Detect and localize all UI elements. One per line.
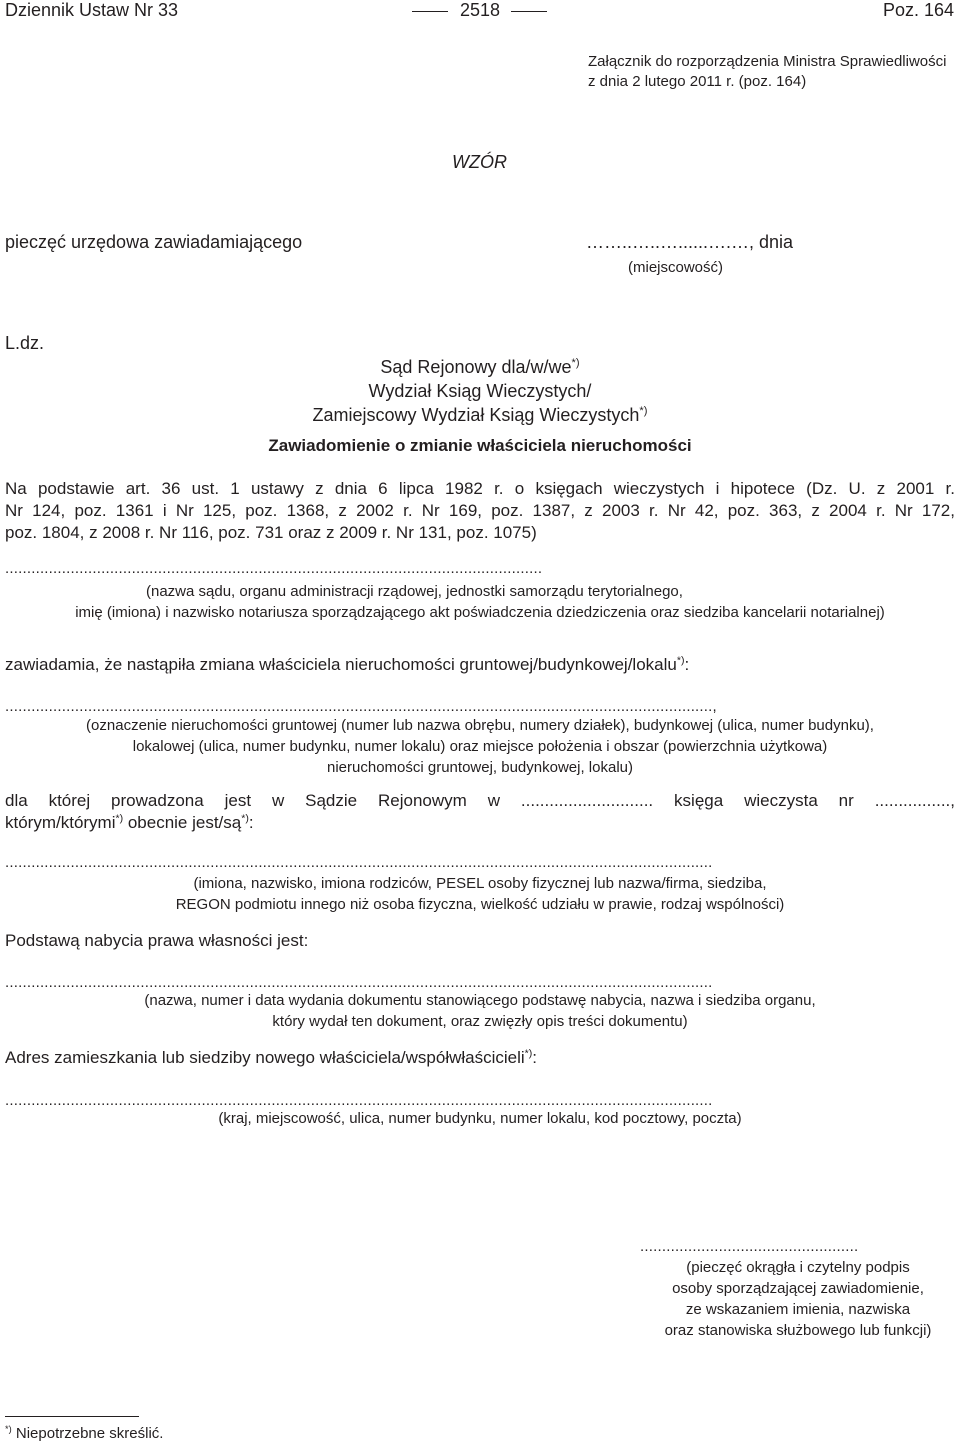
footnote: [5, 1425, 163, 1442]
colon: :: [532, 1048, 538, 1067]
notification-statement: [5, 655, 689, 675]
caption-line: lokalowej (ulica, numer budynku, numer lokalu) oraz miejsce położenia i obszar (powierzchnia użytkowa): [132, 738, 828, 755]
legal-basis: [5, 478, 955, 544]
template-label: WZÓR: [452, 152, 507, 172]
register-line: dla której prowadzona jest w Sądzie Rejonowym w ............................ księga wieczysta nr ................,: [5, 791, 955, 810]
place-date-line: [586, 232, 793, 253]
address-heading-text: Adres zamieszkania lub siedziby nowego właściciela/współwłaścicieli: [5, 1048, 525, 1067]
footnote-rule: [5, 1416, 139, 1417]
owner-dots: ..................................................................................................................................................................: [5, 857, 713, 869]
basis-heading: Podstawą nabycia prawa własności jest:: [5, 931, 309, 950]
court-line: [0, 355, 960, 379]
court-block: [0, 355, 960, 427]
authority-caption: [5, 581, 955, 623]
footnote-marker: *): [524, 1047, 533, 1060]
address-dots: ..................................................................................................................................................................: [5, 1095, 713, 1107]
caption-line: REGON podmiotu innego niż osoba fizyczna, wielkość udziału w prawie, rodzaj wspólności): [175, 896, 785, 913]
signature-caption-line: osoby sporządzającej zawiadomienie,: [672, 1280, 924, 1297]
footnote-text: Niepotrzebne skreślić.: [15, 1425, 164, 1442]
caption-line: (nazwa, numer i data wydania dokumentu stanowiącego podstawę nabycia, nazwa i siedziba organu,: [144, 992, 816, 1009]
notice-title: Zawiadomienie o zmianie właściciela nieruchomości: [268, 436, 692, 455]
basis-dots: ..................................................................................................................................................................: [5, 977, 713, 989]
stamp-label: pieczęć urzędowa zawiadamiającego: [5, 232, 303, 252]
footnote-marker: *): [639, 405, 648, 417]
register-info: [5, 790, 955, 834]
register-line: [5, 812, 955, 834]
colon: :: [684, 655, 690, 674]
address-heading: [5, 1048, 537, 1068]
property-dots: ..................................................................................................................................................................,: [5, 701, 717, 713]
annex-line: z dnia 2 lutego 2011 r. (poz. 164): [588, 73, 807, 90]
signature-caption-line: ze wskazaniem imienia, nazwiska: [685, 1301, 911, 1318]
annex-note: [588, 52, 946, 92]
court-line: [0, 403, 960, 427]
place-dots: ……..…..…......….…: [586, 232, 750, 252]
header-dash-right: [511, 11, 547, 12]
legal-basis-line: Na podstawie art. 36 ust. 1 ustawy z dnia 6 lipca 1982 r. o księgach wieczystych i hipotece (Dz. U. z 2001 r.: [5, 479, 955, 498]
basis-caption: [0, 990, 960, 1032]
footnote-marker: *): [676, 654, 685, 667]
colon: :: [248, 813, 254, 832]
caption-line: (nazwa sądu, organu administracji rządowej, jednostki samorządu terytorialnego,: [146, 583, 683, 600]
reference-number-label: L.dz.: [5, 333, 45, 353]
court-name: Sąd Rejonowy dla/w/we: [380, 357, 572, 377]
notification-text: zawiadamia, że nastąpiła zmiana właściciela nieruchomości gruntowej/budynkowej/lokalu: [5, 655, 677, 674]
property-caption: [0, 715, 960, 778]
court-department: Wydział Ksiąg Wieczystych/: [368, 381, 592, 401]
caption-line: (imiona, nazwisko, imiona rodziców, PESEL osoby fizycznej lub nazwa/firma, siedziba,: [193, 875, 767, 892]
signature-dots: ..................................................: [640, 1238, 859, 1255]
date-suffix: , dnia: [749, 232, 794, 252]
legal-basis-line: Nr 124, poz. 1361 i Nr 125, poz. 1368, z 2002 r. Nr 169, poz. 1387, z 2003 r. Nr 42, poz. 363, z 2004 r. Nr 172,: [5, 501, 955, 520]
register-text: obecnie jest/są: [123, 813, 242, 832]
caption-line: który wydał ten dokument, oraz zwięzły opis treści dokumentu): [272, 1013, 688, 1030]
signature-block: [638, 1236, 958, 1341]
position-number: Poz. 164: [882, 0, 954, 20]
authority-dots: ...........................................................................................................................: [5, 563, 543, 575]
caption-line: nieruchomości gruntowej, budynkowej, lokalu): [327, 759, 633, 776]
footnote-marker: *): [571, 357, 580, 369]
place-caption: (miejscowość): [628, 259, 724, 276]
register-text: którym/którymi: [5, 813, 116, 832]
signature-caption-line: oraz stanowiska służbowego lub funkcji): [664, 1322, 932, 1339]
header-dash-left: [412, 11, 448, 12]
caption-line: imię (imiona) i nazwisko notariusza sporządzającego akt poświadczenia dziedziczenia oraz siedziba kancelarii notarialnej): [75, 604, 885, 621]
address-caption: (kraj, miejscowość, ulica, numer budynku, numer lokalu, kod pocztowy, poczta): [218, 1110, 742, 1127]
journal-title: Dziennik Ustaw Nr 33: [5, 0, 179, 20]
court-branch: Zamiejscowy Wydział Ksiąg Wieczystych: [312, 405, 640, 425]
footnote-marker: *): [241, 812, 249, 825]
footnote-marker: *): [115, 812, 124, 825]
caption-line: (oznaczenie nieruchomości gruntowej (numer lub nazwa obrębu, numery działek), budynkowej (ulica, numer budynku),: [86, 717, 874, 734]
legal-basis-line: poz. 1804, z 2008 r. Nr 116, poz. 731 oraz z 2009 r. Nr 131, poz. 1075): [5, 523, 537, 542]
owner-caption: [0, 873, 960, 915]
page-number: 2518: [460, 0, 501, 20]
annex-line: Załącznik do rozporządzenia Ministra Sprawiedliwości: [588, 53, 947, 70]
footnote-marker: *): [5, 1424, 12, 1434]
signature-caption-line: (pieczęć okrągła i czytelny podpis: [686, 1259, 910, 1276]
